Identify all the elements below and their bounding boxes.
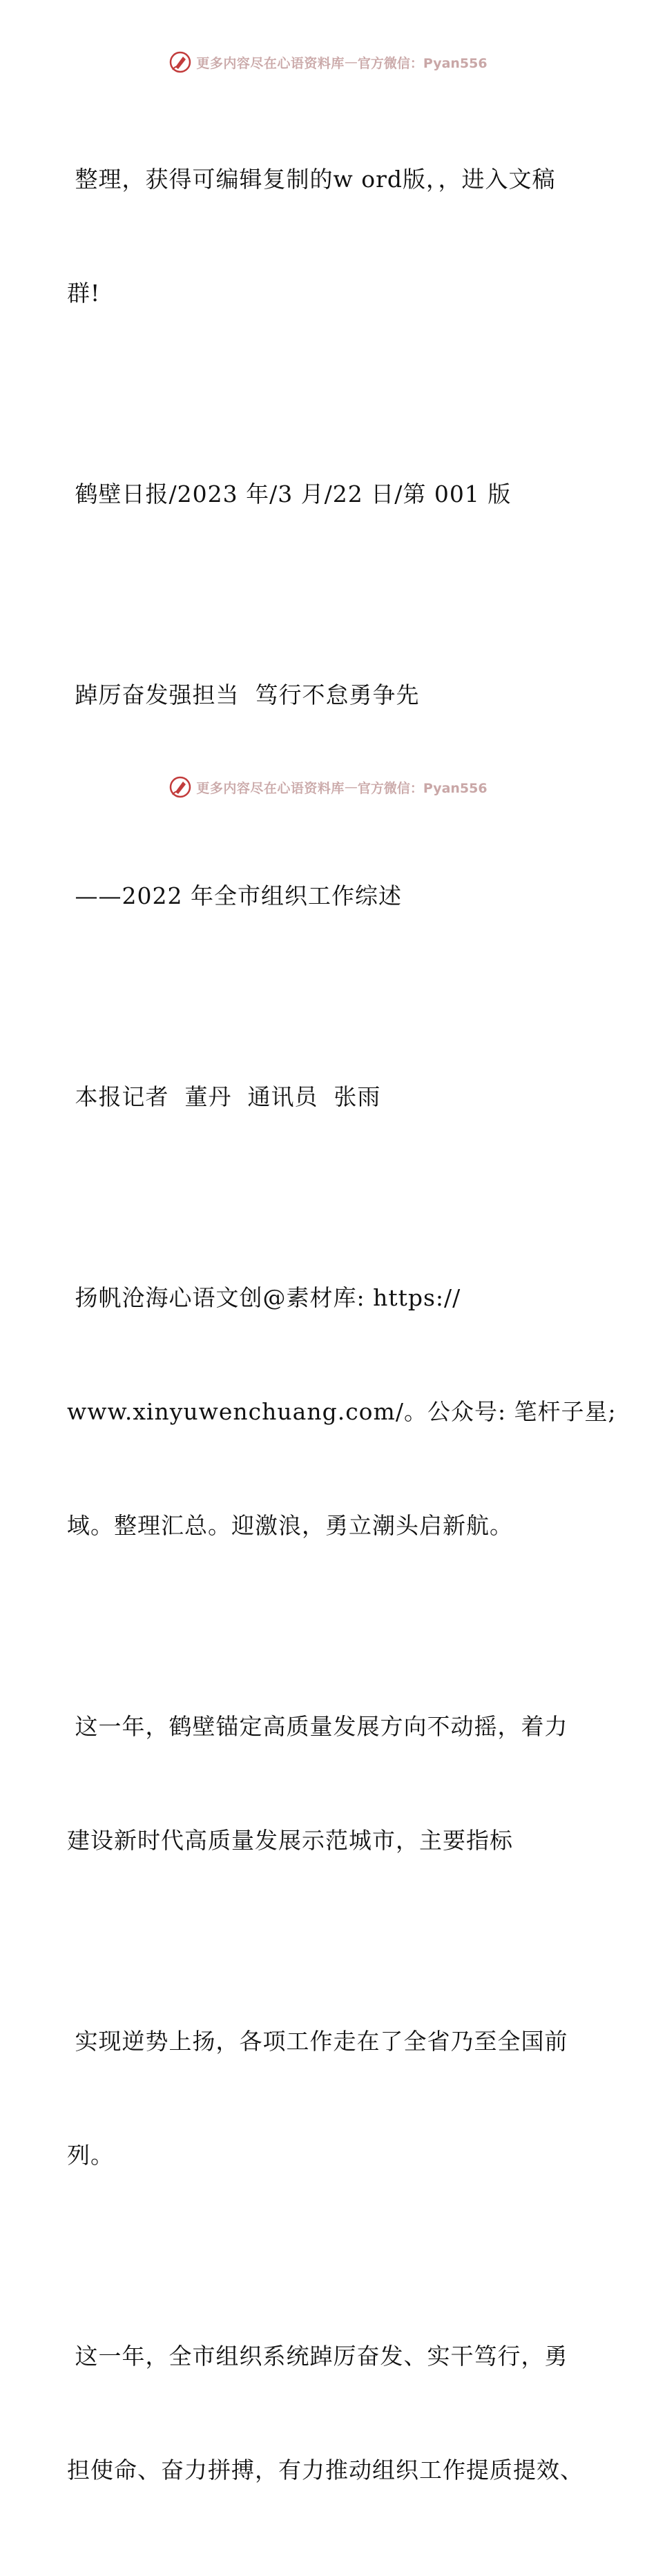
banner-text: 更多内容尽在心语资料库 bbox=[196, 780, 345, 796]
header-watermark-banner bbox=[0, 48, 656, 76]
document-body bbox=[67, 84, 617, 2576]
text-line: 担使命、奋力拼搏，有力推动组织工作提质提效、 bbox=[67, 2457, 583, 2483]
banner-contact: 官方微信：Pyan556 bbox=[357, 55, 488, 71]
text-line: 本报记者 董丹 通讯员 张雨 bbox=[67, 1083, 381, 1110]
text-line: 踔厉奋发强担当 笃行不怠勇争先 bbox=[67, 681, 420, 708]
text-line: 列。 bbox=[67, 2142, 114, 2169]
paragraph-subheadline bbox=[67, 801, 578, 991]
text-line: 域。整理汇总。迎激浪，勇立潮头启新航。 bbox=[67, 1512, 513, 1539]
text-line: 鹤壁日报/2023 年/3 月/22 日/第 001 版 bbox=[67, 481, 512, 507]
pen-nib-logo-icon bbox=[168, 50, 192, 74]
banner-separator: — bbox=[344, 779, 358, 795]
banner-separator: — bbox=[344, 55, 358, 70]
text-line: www.xinyuwenchuang.com/。公众号: 笔杆子星; bbox=[67, 1398, 617, 1425]
text-line: 建设新时代高质量发展示范城市，主要指标 bbox=[67, 1827, 513, 1854]
paragraph-body-2 bbox=[67, 1946, 578, 2250]
paragraph-body-3 bbox=[67, 2261, 583, 2565]
paragraph-source bbox=[67, 399, 578, 589]
text-line: ——2022 年全市组织工作综述 bbox=[67, 882, 402, 909]
paragraph-headline bbox=[67, 600, 578, 790]
banner-text: 更多内容尽在心语资料库 bbox=[196, 55, 345, 71]
text-line: 整理，获得可编辑复制的w ord版，，进入文稿 bbox=[67, 166, 556, 193]
paragraph-intro bbox=[67, 84, 578, 388]
paragraph-byline bbox=[67, 1002, 578, 1192]
pen-nib-logo-icon bbox=[168, 775, 192, 799]
footer-watermark-banner bbox=[0, 773, 656, 801]
text-line: 这一年，鹤壁锚定高质量发展方向不动摇，着力 bbox=[67, 1713, 568, 1740]
text-line: 实现逆势上扬，各项工作走在了全省乃至全国前 bbox=[67, 2028, 568, 2055]
paragraph-body-1 bbox=[67, 1631, 578, 1935]
text-line: 群! bbox=[67, 280, 101, 307]
banner-contact: 官方微信：Pyan556 bbox=[357, 780, 488, 796]
text-line: 扬帆沧海心语文创@素材库: https:// bbox=[67, 1284, 461, 1311]
text-line: 这一年，全市组织系统踔厉奋发、实干笃行，勇 bbox=[67, 2343, 568, 2370]
paragraph-source-info bbox=[67, 1203, 617, 1620]
